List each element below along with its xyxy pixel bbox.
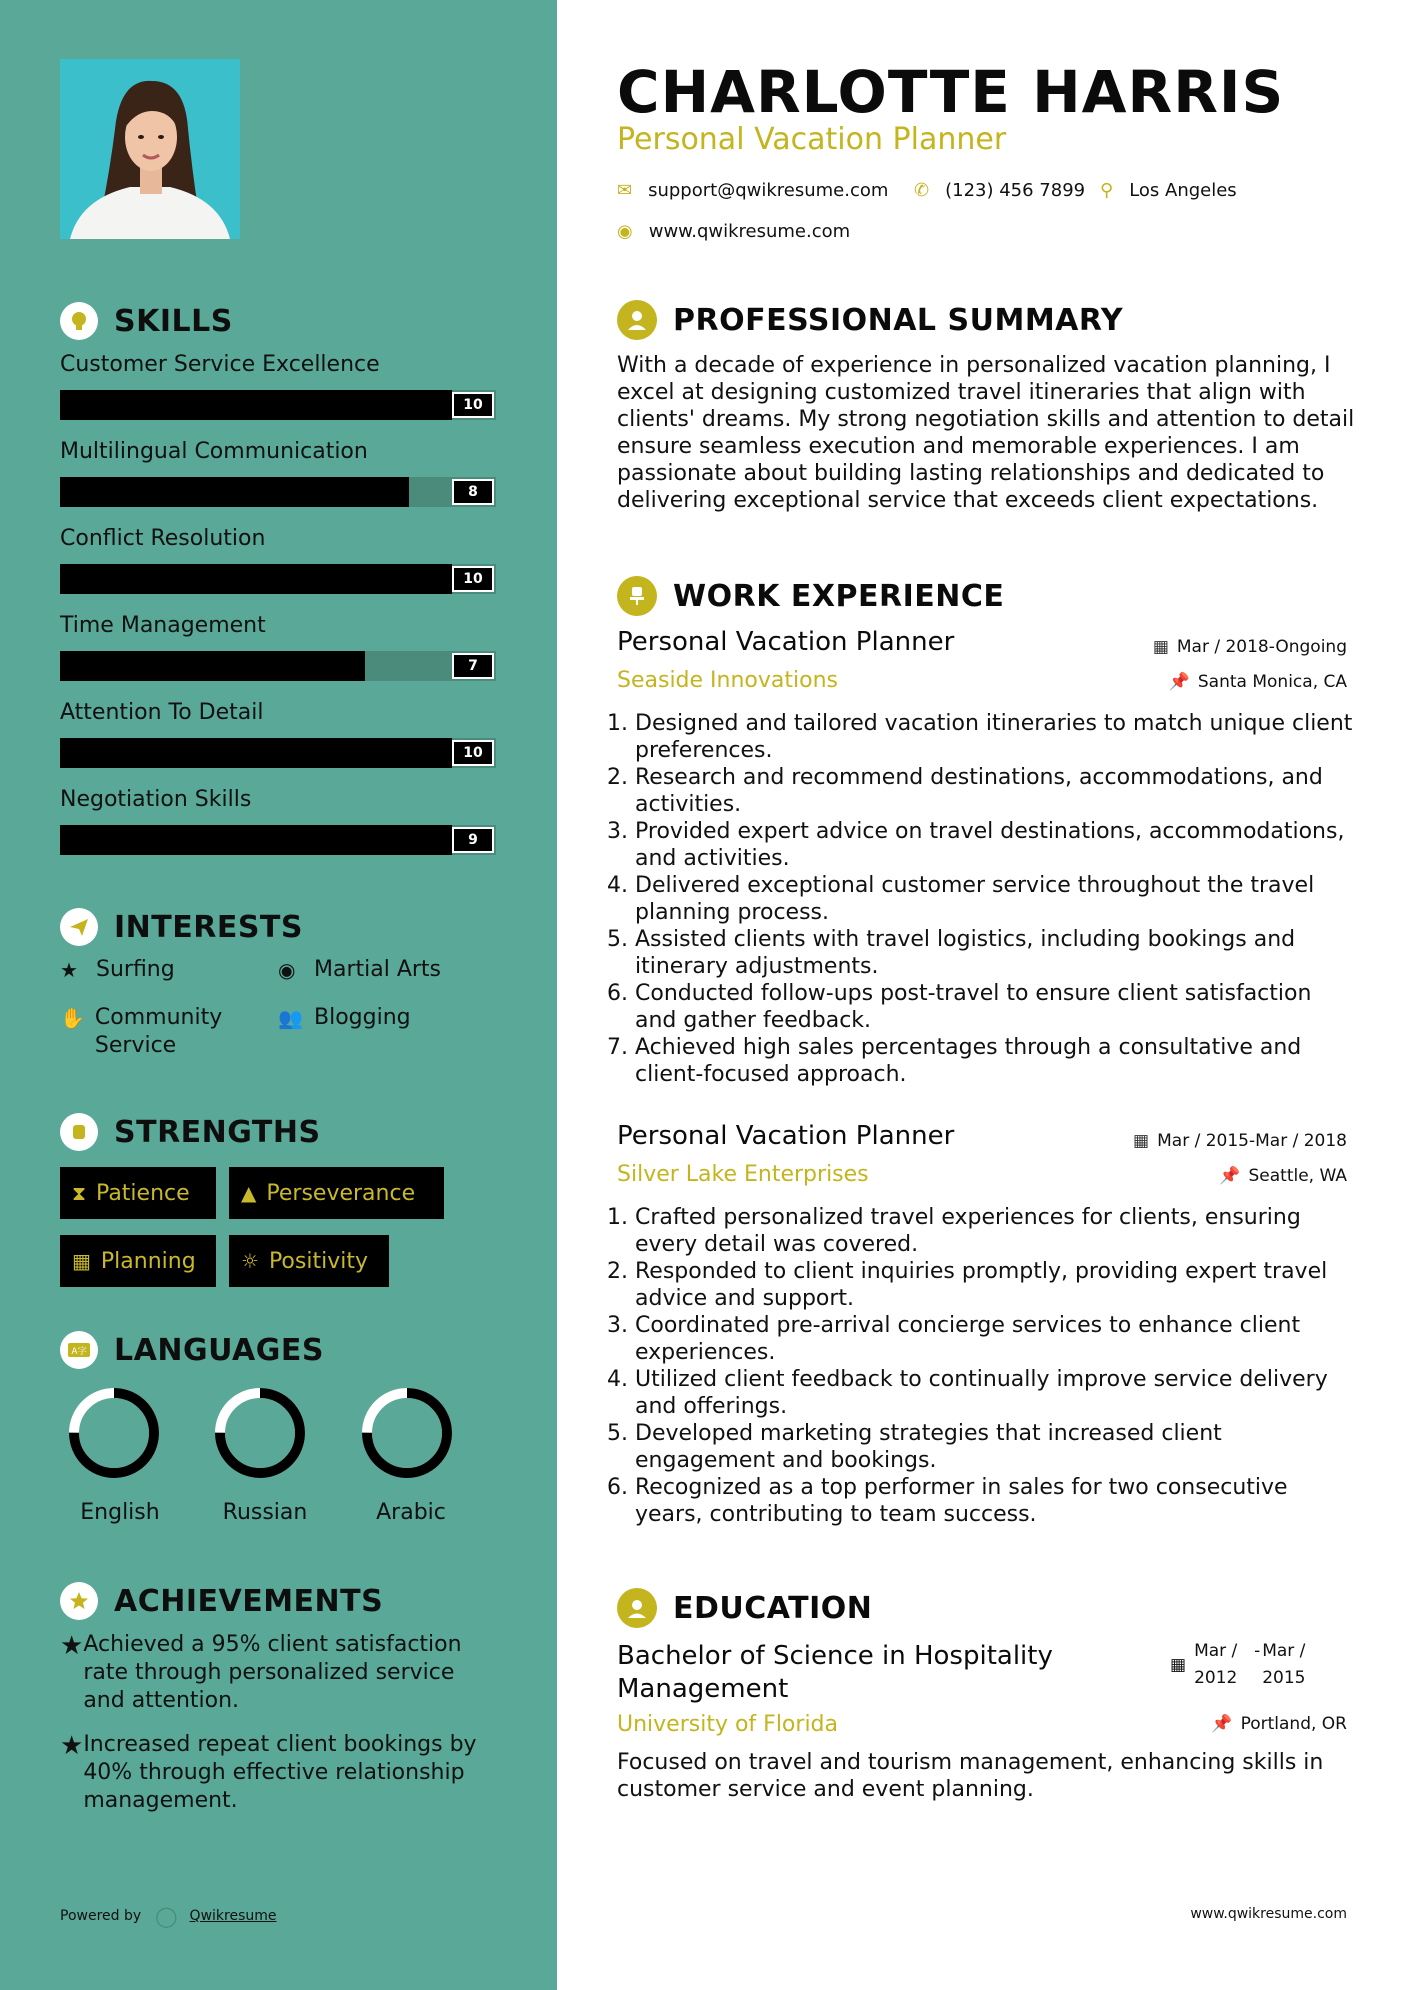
job-title: Personal Vacation Planner xyxy=(617,1121,955,1151)
interest-label: Surfing xyxy=(96,957,175,982)
skill-bar-fill xyxy=(60,564,452,594)
powered-by xyxy=(60,1904,277,1928)
phone-icon: ✆ xyxy=(914,180,930,201)
strengths-title: STRENGTHS xyxy=(114,1114,321,1150)
skill-bar-fill xyxy=(60,390,452,420)
strength-badge xyxy=(60,1235,216,1287)
experience-header xyxy=(617,576,1004,616)
strengths-header xyxy=(60,1113,321,1151)
job-dates xyxy=(1153,637,1347,657)
job-duties xyxy=(617,710,1357,1088)
interest-item xyxy=(60,956,175,984)
qwikresume-link[interactable]: Qwikresume xyxy=(189,1908,277,1924)
language-ring xyxy=(212,1385,308,1481)
job-location xyxy=(1219,1166,1347,1186)
hourglass-icon: ⧗ xyxy=(72,1181,87,1205)
star-icon: ★ xyxy=(60,1731,84,1761)
duty-item: 2. Research and recommend destinations, accommodations, and activities. xyxy=(635,764,1357,818)
powered-by-label: Powered by xyxy=(60,1908,142,1924)
education-date-end: Mar / 2015 xyxy=(1262,1641,1306,1688)
job-dates-text: Mar / 2018-Ongoing xyxy=(1176,637,1347,657)
achievements-title: ACHIEVEMENTS xyxy=(114,1583,384,1619)
strength-badge xyxy=(60,1167,216,1219)
languages-header xyxy=(60,1331,324,1369)
star-icon: ★ xyxy=(60,958,78,982)
achievement-text: Increased repeat client bookings by 40% through effective relationship management. xyxy=(83,1732,477,1813)
users-icon: 👥 xyxy=(278,1006,303,1030)
contact-website[interactable] xyxy=(617,221,850,242)
interest-label: Community Service xyxy=(94,1005,223,1058)
strength-label: Perseverance xyxy=(266,1180,416,1206)
summary-header xyxy=(617,300,1123,340)
duty-item: 3. Provided expert advice on travel destinations, accommodations, and activities. xyxy=(635,818,1357,872)
duty-item: 6. Conducted follow-ups post-travel to ensure client satisfaction and gather feedback. xyxy=(635,980,1357,1034)
experience-title: WORK EXPERIENCE xyxy=(673,578,1005,614)
achievement-item xyxy=(60,1731,500,1815)
skill-level-badge: 10 xyxy=(452,740,494,766)
contact-location xyxy=(1100,180,1237,201)
strength-badge xyxy=(229,1235,389,1287)
skill-name: Attention To Detail xyxy=(60,700,264,725)
strength-label: Patience xyxy=(96,1180,190,1206)
footer-url[interactable]: www.qwikresume.com xyxy=(1190,1906,1347,1922)
skill-bar-fill xyxy=(60,825,452,855)
map-pin-icon: ⚲ xyxy=(1100,180,1114,201)
duty-item: 4. Utilized client feedback to continually improve service delivery and offerings. xyxy=(635,1366,1357,1420)
education-location-text: Portland, OR xyxy=(1240,1714,1347,1734)
phone-text: (123) 456 7899 xyxy=(945,180,1086,201)
job-duties xyxy=(617,1204,1357,1528)
qwikresume-logo-icon: ◯ xyxy=(155,1904,178,1928)
duty-item: 1. Crafted personalized travel experiences for clients, ensuring every detail was covered. xyxy=(635,1204,1357,1258)
interest-item xyxy=(278,956,441,984)
skill-level-badge: 8 xyxy=(452,479,494,505)
job-location xyxy=(1169,672,1347,692)
duty-item: 7. Achieved high sales percentages through a consultative and client-focused approach. xyxy=(635,1034,1357,1088)
fist-icon xyxy=(60,1113,98,1151)
calendar-icon: ▦ xyxy=(72,1249,91,1273)
duty-item: 3. Coordinated pre-arrival concierge services to enhance client experiences. xyxy=(635,1312,1357,1366)
skill-name: Time Management xyxy=(60,613,266,638)
duty-item: 2. Responded to client inquiries promptly, providing expert travel advice and support. xyxy=(635,1258,1357,1312)
pin-icon: 📌 xyxy=(1168,672,1190,692)
website-text: www.qwikresume.com xyxy=(648,221,851,242)
summary-text: With a decade of experience in personalized vacation planning, I excel at designing customized travel itineraries that align with clients' dreams. My strong negotiation skills and attention to detail ensure seamless execution and memorable experiences. I am passionate about building lasting relationships and dedicated to delivering exceptional service that exceeds client expectations. xyxy=(617,353,1355,513)
skill-level-badge: 10 xyxy=(452,392,494,418)
skill-bar xyxy=(60,477,496,507)
strength-label: Planning xyxy=(100,1248,196,1274)
globe-icon: ◉ xyxy=(617,221,633,242)
degree-title: Bachelor of Science in Hospitality Management xyxy=(617,1641,1053,1704)
skill-level-badge: 7 xyxy=(452,653,494,679)
strength-label: Positivity xyxy=(268,1248,368,1274)
skills-header xyxy=(60,302,233,340)
language-icon xyxy=(60,1331,98,1369)
interest-label: Martial Arts xyxy=(314,957,442,982)
language-name: English xyxy=(80,1500,160,1525)
education-header xyxy=(617,1588,872,1628)
location-text: Los Angeles xyxy=(1129,180,1237,201)
calendar-icon: ▦ xyxy=(1133,1131,1150,1151)
education-date-start: Mar / 2012 xyxy=(1194,1641,1238,1688)
skill-bar-fill xyxy=(60,651,365,681)
achievements-header xyxy=(60,1582,383,1620)
pin-icon: 📌 xyxy=(1219,1166,1241,1186)
language-ring xyxy=(66,1385,162,1481)
summary-title: PROFESSIONAL SUMMARY xyxy=(673,302,1124,338)
road-icon: ▲ xyxy=(241,1181,257,1205)
education-location xyxy=(1211,1714,1347,1734)
education-title: EDUCATION xyxy=(673,1590,873,1626)
interest-item xyxy=(60,1004,250,1060)
education-dates xyxy=(1170,1638,1320,1692)
interest-item xyxy=(278,1004,411,1032)
job-dates xyxy=(1133,1131,1347,1151)
svg-text:A字: A字 xyxy=(71,1347,87,1357)
duty-item: 6. Recognized as a top performer in sales for two consecutive years, contributing to team success. xyxy=(635,1474,1357,1528)
duty-item: 5. Developed marketing strategies that increased client engagement and bookings. xyxy=(635,1420,1357,1474)
skill-bar xyxy=(60,564,496,594)
skill-bar xyxy=(60,390,496,420)
skill-level-badge: 9 xyxy=(452,827,494,853)
email-text: support@qwikresume.com xyxy=(648,180,889,201)
envelope-icon: ✉ xyxy=(617,180,633,201)
pin-icon: 📌 xyxy=(1211,1714,1233,1734)
profile-photo xyxy=(60,59,240,239)
achievement-item xyxy=(60,1631,500,1715)
candidate-role: Personal Vacation Planner xyxy=(617,122,1007,157)
achievement-text: Achieved a 95% client satisfaction rate through personalized service and attention. xyxy=(83,1632,462,1713)
calendar-icon: ▦ xyxy=(1152,637,1169,657)
interests-header xyxy=(60,908,303,946)
job-company: Seaside Innovations xyxy=(617,668,838,693)
skill-bar-fill xyxy=(60,738,452,768)
skill-bar xyxy=(60,738,496,768)
interests-title: INTERESTS xyxy=(114,909,303,945)
skill-name: Customer Service Excellence xyxy=(60,352,380,377)
globe-icon: ◉ xyxy=(278,958,296,982)
duty-item: 4. Delivered exceptional customer service throughout the travel planning process. xyxy=(635,872,1357,926)
language-ring xyxy=(359,1385,455,1481)
interest-label: Blogging xyxy=(314,1005,411,1030)
hand-icon: ✋ xyxy=(60,1006,85,1030)
job-location-text: Seattle, WA xyxy=(1248,1166,1347,1186)
skill-name: Multilingual Communication xyxy=(60,439,368,464)
lightbulb-icon xyxy=(60,302,98,340)
job-title: Personal Vacation Planner xyxy=(617,627,955,657)
languages-title: LANGUAGES xyxy=(114,1332,324,1368)
sun-icon: ☼ xyxy=(241,1249,259,1273)
graduate-icon xyxy=(617,1588,657,1628)
star-badge-icon xyxy=(60,1582,98,1620)
language-name: Russian xyxy=(222,1500,308,1525)
job-dates-text: Mar / 2015-Mar / 2018 xyxy=(1157,1131,1347,1151)
chair-icon xyxy=(617,576,657,616)
contact-email[interactable] xyxy=(617,180,888,201)
job-location-text: Santa Monica, CA xyxy=(1197,672,1347,692)
skill-name: Conflict Resolution xyxy=(60,526,266,551)
education-date-sep: - xyxy=(1254,1641,1261,1661)
strength-badge xyxy=(229,1167,444,1219)
language-name: Arabic xyxy=(376,1500,446,1525)
skill-bar xyxy=(60,825,496,855)
job-company: Silver Lake Enterprises xyxy=(617,1162,869,1187)
candidate-name: CHARLOTTE HARRIS xyxy=(617,58,1285,126)
skill-level-badge: 10 xyxy=(452,566,494,592)
star-icon: ★ xyxy=(60,1631,84,1661)
skills-title: SKILLS xyxy=(114,303,233,339)
calendar-icon: ▦ xyxy=(1170,1655,1187,1675)
skill-name: Negotiation Skills xyxy=(60,787,252,812)
contact-phone[interactable] xyxy=(914,180,1085,201)
paper-plane-icon xyxy=(60,908,98,946)
duty-item: 5. Assisted clients with travel logistics, including bookings and itinerary adjustments. xyxy=(635,926,1357,980)
profile-photo-image xyxy=(60,59,240,239)
user-icon xyxy=(617,300,657,340)
duty-item: 1. Designed and tailored vacation itineraries to match unique client preferences. xyxy=(635,710,1357,764)
skill-bar xyxy=(60,651,496,681)
education-text: Focused on travel and tourism management, enhancing skills in customer service and event planning. xyxy=(617,1750,1324,1802)
sidebar xyxy=(0,0,557,1990)
school-name: University of Florida xyxy=(617,1712,838,1737)
skill-bar-fill xyxy=(60,477,409,507)
